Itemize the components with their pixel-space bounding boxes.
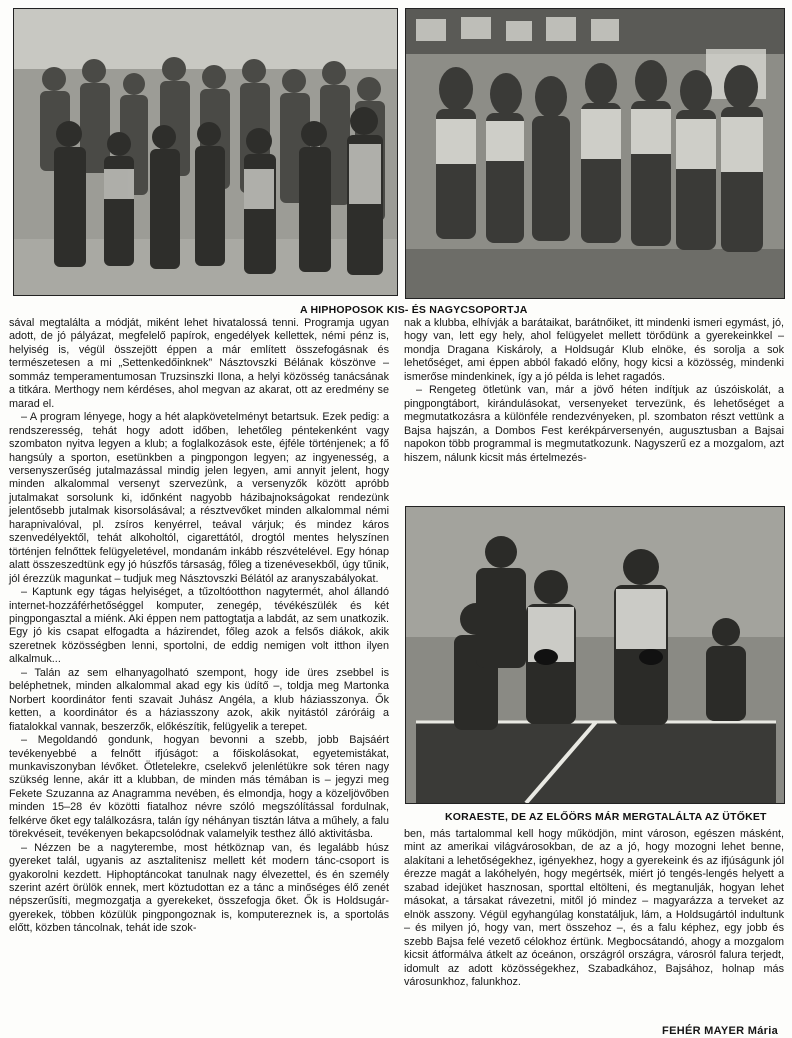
article-paragraph: – A program lényege, hogy a hét alapkövetelményt betartsuk. Ezek pedig: a rendszeresség, tehát hogy adott időben, lehetőleg péntekenként vagy szombaton nyitva legyen a klub; a foglalkozások este, éjféle történjenek; a fő hangsúly a sporton, esetünkben a pingpongon legyen; az ingyenesség, a versenyszerűség jutalmazással mindig jelen legyen, ami annyit jelent, hogy minden alkalommal versenyt szervezünk, a versenyzők között apróbb jutalmakat sorsolunk ki, időnként nagyobb házibajnokságokat rendezünk jelentősebb jutalmak kisorsolásával; a résztvevőket minden alkalommal némi harapnivalóval, pl. zsíros kenyérrel, teával várjuk; és mindez káros szenvedélyektől, tehát alkoholtól, cigarettától, drogtól mentes helyszínen történjen felnőttek felügyeletével, mondanám inkább részvételével. Egy hónap alatt összeszedtünk egy jó húszfős társaság, főleg a tizenévesekből, úgy tűnik, jól érezzük magunkat – tudjuk meg Násztovszki Bélától az aranyszabályokat. bbox=[9, 411, 389, 585]
photo-caption-table-tennis: KORAESTE, DE AZ ELŐÖRS MÁR MERGTALÁLTA AZ ÜTŐKET bbox=[445, 811, 767, 823]
photo-caption-hiphop: A HIPHOPOSOK KIS- ÉS NAGYCSOPORTJA bbox=[300, 304, 528, 316]
article-right-column-top bbox=[404, 317, 784, 502]
article-paragraph: nak a klubba, elhívják a barátaikat, barátnőiket, itt mindenki ismeri egymást, jó, hogy van, lett egy hely, ahol felügyelet mellett törődünk a gyerekeinkkel – mondja Dragana Kiskároly, a Holdsugár Klub elnöke, és sorolja a sok lehetőséget, ami éppen abból fakadó előny, hogy kicsi a közösség, mindenki ismerőse mindenkinek, így a jó példa is lehet ragadós. bbox=[404, 317, 784, 383]
article-right-column-bottom bbox=[404, 828, 784, 1023]
article-paragraph: – Kaptunk egy tágas helyiséget, a tűzoltóotthon nagytermét, ahol állandó internet-hozzáférhetőséggel komputer, zenegép, tévékészülék és két pingpongasztal a miénk. Aki éppen nem pattogtatja a labdát, az sem unatkozik. Egy jó kis csapat elfogadta a házirendet, főleg azok a felsős diákok, akik szeretnek közösségben lenni, sportolni, de eddig nemigen volt itthon ilyen alkalmuk... bbox=[9, 586, 389, 666]
photo-group-children bbox=[13, 8, 398, 296]
photo-table-tennis-image bbox=[406, 507, 784, 803]
photo-table-tennis bbox=[405, 506, 785, 804]
article-byline: FEHÉR MAYER Mária bbox=[662, 1025, 778, 1037]
photo-hiphop-group-image bbox=[406, 9, 784, 298]
article-paragraph: ben, más tartalommal kell hogy működjön, mint városon, egészen másként, mint az amerikai világvárosokban, de az a jó, hogy mozogni lehet benne, alakítani a lehetőségekhez, igényekhez, hogy a gyerekeink és az ifjúságunk jól érezze magát a lakóhelyén, hogy megértsék, miért jó tengés-lengés helyett a szabad idejüket hasznosan, sporttal eltölteni, és megtanulják, hogyan lehet másokat, a társakat rávezetni, mitől jó mindez – magyarázza a terveket az elnök asszony. Végül egyhangúlag konstatáljuk, lám, a Holdsugártól indultunk – és milyen jó, hogy van, mert összehoz –, és a falu képhez, egy jobb és szebb Bajsa felé vezető célokhoz értünk. Megbocsátandó, ahogy a mozgalom kicsit átformálva átkelt az óceánon, országról országra, városról falura terjedt, idomult az adott közösségekhez, Szabadkához, Bajsához, holnap más városunkhoz, falunkhoz. bbox=[404, 828, 784, 988]
article-left-column bbox=[9, 317, 389, 1035]
photo-group-children-image bbox=[14, 9, 397, 295]
article-paragraph: sával megtalálta a módját, miként lehet hivatalossá tenni. Programja ugyan adott, de jó pályázat, megfelelő papírok, engedélyek kellettek, némi pénz is, helyiség is, végül összejött éppen a már említett összefogásnak és természetesen a mi „Settenkedőinknek” Násztovszki Bélának köszönve – sommáz temperamentumosan Truzsinszki Ilona, a helyi közösség tanácsának a titkára. Merthogy nem kérdéses, ahol megvan az akarat, ott az eredmény se marad el. bbox=[9, 317, 389, 410]
article-paragraph: – Talán az sem elhanyagolható szempont, hogy ide üres zsebbel is beléphetnek, minden alkalommal akad egy kis üdítő –, toldja meg Martonka Norbert koordinátor fenti szavait Juhász Angéla, a klub háziasszonya. Ők ketten, a koordinátor és a háziasszony azok, akik nyitástól záróráig a fiatalokkal vannak, beszerzők, előkészítik, felügyelik a terepet. bbox=[9, 666, 389, 733]
article-paragraph: – Nézzen be a nagyterembe, most hétköznap van, és legalább húsz gyereket talál, ugyanis az asztalitenisz mellett két modern tánc-csoport is gyakorolni kezdett. Hiphoptáncokat tanulnak nagy élvezettel, és én személy szerint azért örülök ennek, mert köztudottan ez a tánc a minőséges élő zenét népszerűsíti, megmozgatja a gyerekeket, összefogja őket. Ők is Holdsugár-gyerekek, többen közülük pingpongoznak is, komputereznek is, a sportolás előtt, közben táncolnak, tehát ide szok- bbox=[9, 841, 389, 935]
photo-hiphop-group bbox=[405, 8, 785, 299]
article-paragraph: – Rengeteg ötletünk van, már a jövő héten indítjuk az úszóiskolát, a pingpongtábort, kirándulásokat, versenyeket tervezünk, és lehetőséget a megmutatkozásra a különféle rendezvényeken, pl. szombaton részt vettünk a Bajsa hajszán, a Dombos Fest kerékpárversenyén, augusztusban a Bajsai napokon több programmal is megmutatkozunk. Nagyszerű ez a mozgalom, azt hiszem, nálunk kicsit más értelmezés- bbox=[404, 384, 784, 464]
article-paragraph: – Megoldandó gondunk, hogyan bevonni a szebb, jobb Bajsáért tevékenyebbé a felnőtt ifjúságot: a főiskolásokat, egyetemistákat, munkaviszonyban lévőket. Ötletelekre, cselekvő jelenlétükre sok téren nagy szükség lenne, akár itt a klubban, de minden más témában is – jegyzi meg Fekete Szuzanna az Anagramma nevében, és elmondja, hogy a közeljövőben minden 15–28 év közötti fiatalhoz névre szóló megszólítással fordulnak, felkérve őket egy találkozásra, talán így néhányan tisztán látva a műhely, a falu törekvéseit, tevékenyen bekapcsolódnak valamelyik testhez álló aktivitásba. bbox=[9, 734, 389, 841]
